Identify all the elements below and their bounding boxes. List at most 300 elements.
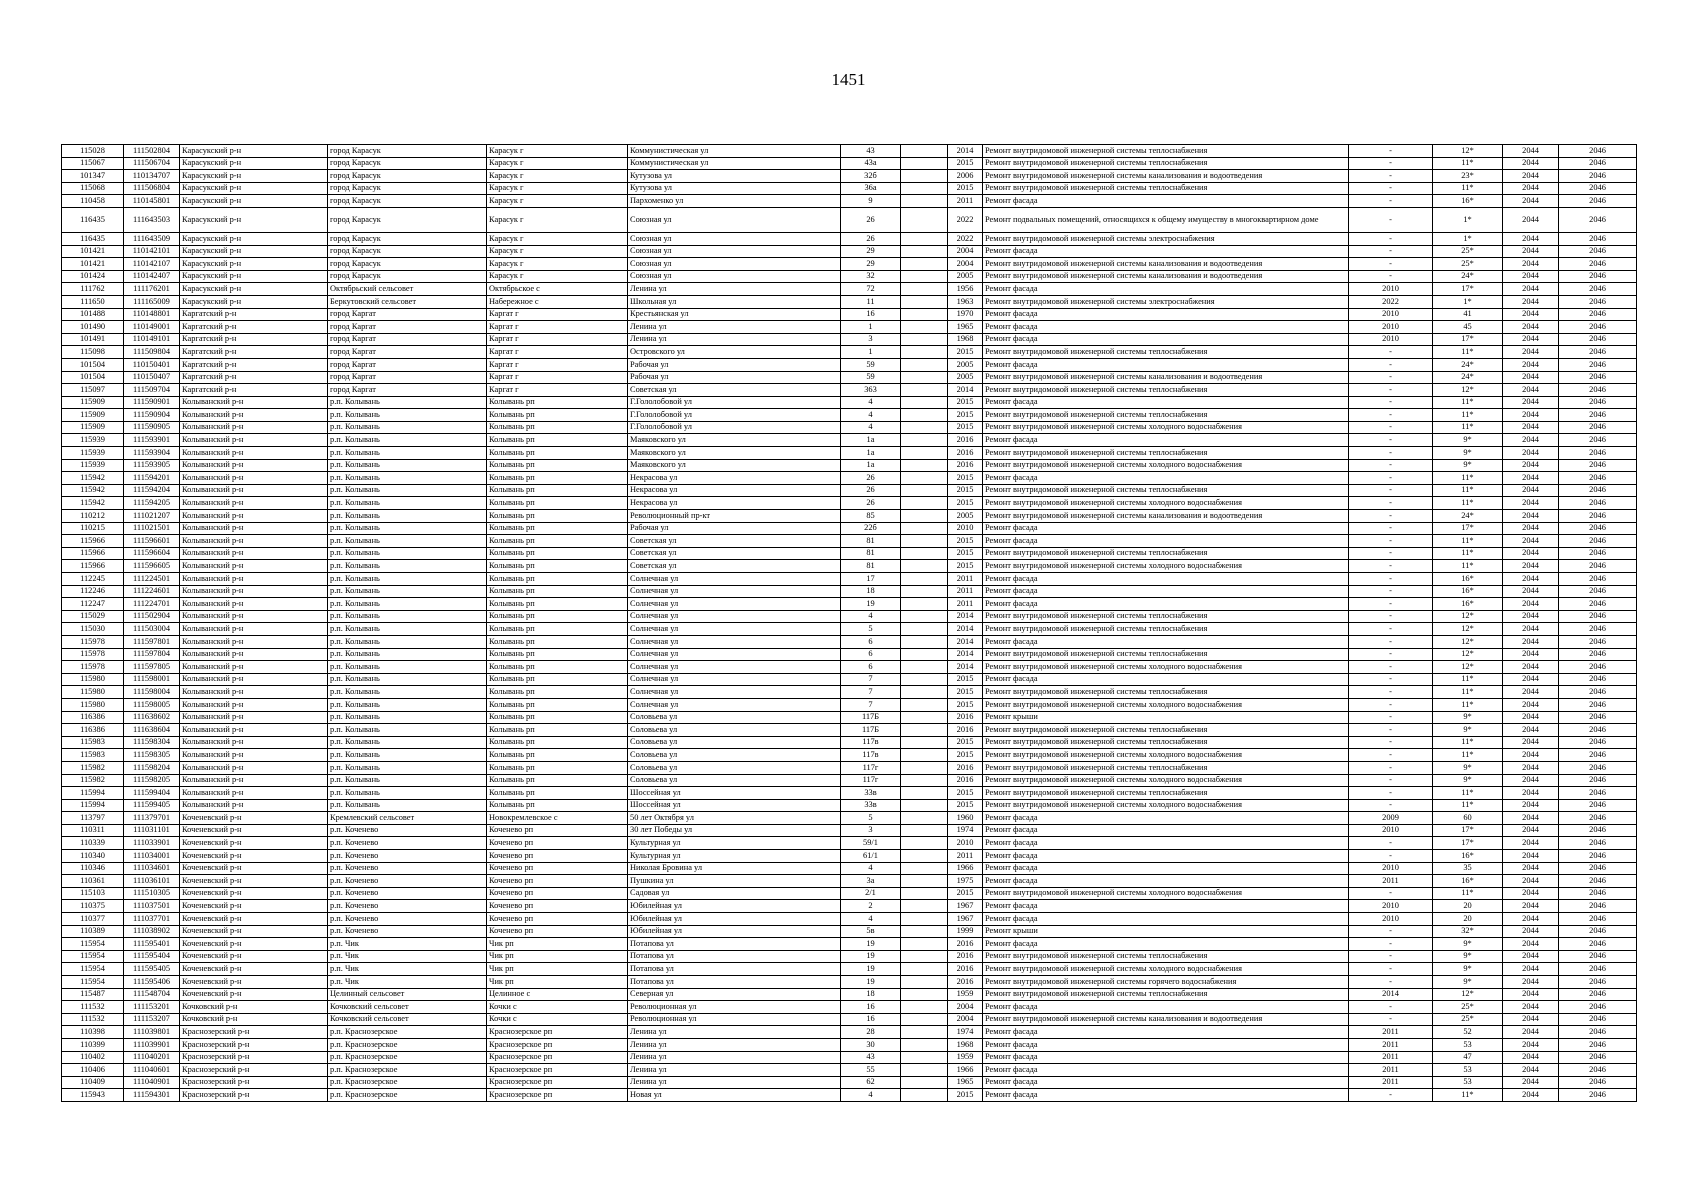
cell-plan-end-year: 2046 [1559,1013,1637,1026]
cell-work-type: Ремонт внутридомовой инженерной системы электроснабжения [983,295,1349,308]
cell-street: Соловьева ул [628,711,841,724]
cell-house-number: 81 [841,535,901,548]
cell-blank [901,875,948,888]
cell-plan-end-year: 2046 [1559,812,1637,825]
cell-plan-start-year: 2044 [1503,522,1559,535]
cell-municipality: р.п. Колывань [328,749,487,762]
table-row [62,459,1637,472]
cell-district: Карасукский р-н [180,207,328,232]
cell-house-code: 101491 [62,333,124,346]
cell-plan-end-year: 2046 [1559,774,1637,787]
cell-work-type: Ремонт внутридомовой инженерной системы холодного водоснабжения [983,661,1349,674]
cell-last-repair-year: - [1349,459,1433,472]
cell-plan-start-year: 2044 [1503,497,1559,510]
cell-settlement: Краснозерское рп [487,1026,628,1039]
cell-plan-end-year: 2046 [1559,661,1637,674]
cell-element-code: 111594201 [124,472,180,485]
cell-municipality: р.п. Колывань [328,459,487,472]
table-row [62,321,1637,334]
cell-plan-start-year: 2044 [1503,459,1559,472]
cell-work-type: Ремонт внутридомовой инженерной системы теплоснабжения [983,648,1349,661]
cell-element-code: 111040601 [124,1064,180,1077]
cell-settlement: Коченево рп [487,824,628,837]
cell-house-number: 19 [841,976,901,989]
cell-plan-start-year: 2044 [1503,698,1559,711]
cell-plan-end-year: 2046 [1559,170,1637,183]
cell-house-code: 101347 [62,170,124,183]
cell-plan-start-year: 2044 [1503,573,1559,586]
cell-year-built: 2016 [948,963,983,976]
cell-house-code: 110458 [62,195,124,208]
cell-last-repair-year: - [1349,157,1433,170]
cell-year-built: 2016 [948,938,983,951]
cell-house-number: 26 [841,497,901,510]
cell-district: Коченевский р-н [180,963,328,976]
cell-house-number: 4 [841,396,901,409]
cell-last-repair-year: - [1349,635,1433,648]
cell-house-number: 29 [841,258,901,271]
cell-blank [901,673,948,686]
cell-year-built: 2015 [948,887,983,900]
cell-work-type: Ремонт фасада [983,850,1349,863]
cell-house-number: 62 [841,1076,901,1089]
table-row [62,661,1637,674]
cell-house-code: 115980 [62,673,124,686]
cell-plan-start-year: 2044 [1503,1038,1559,1051]
cell-blank [901,761,948,774]
cell-work-type: Ремонт фасада [983,1001,1349,1014]
cell-settlement: Колывань рп [487,396,628,409]
cell-plan-end-year: 2046 [1559,245,1637,258]
cell-year-built: 2010 [948,522,983,535]
cell-settlement: Колывань рп [487,510,628,523]
cell-house-number: 59/1 [841,837,901,850]
cell-wear-years: 9* [1433,938,1503,951]
cell-municipality: город Карасук [328,245,487,258]
cell-house-code: 115954 [62,976,124,989]
cell-house-code: 115942 [62,472,124,485]
cell-element-code: 111153201 [124,1001,180,1014]
cell-street: Юбилейная ул [628,900,841,913]
cell-house-code: 110409 [62,1076,124,1089]
cell-district: Краснозерский р-н [180,1051,328,1064]
cell-wear-years: 47 [1433,1051,1503,1064]
cell-street: Советская ул [628,535,841,548]
cell-wear-years: 11* [1433,787,1503,800]
cell-street: Солнечная ул [628,686,841,699]
cell-year-built: 2011 [948,598,983,611]
cell-element-code: 111165009 [124,295,180,308]
cell-municipality: р.п. Коченево [328,887,487,900]
cell-element-code: 111594205 [124,497,180,510]
cell-house-code: 115103 [62,887,124,900]
cell-street: Некрасова ул [628,472,841,485]
table-row [62,358,1637,371]
cell-plan-end-year: 2046 [1559,623,1637,636]
cell-settlement: Колывань рп [487,673,628,686]
table-row [62,560,1637,573]
cell-element-code: 111638602 [124,711,180,724]
cell-plan-start-year: 2044 [1503,1026,1559,1039]
cell-work-type: Ремонт внутридомовой инженерной системы теплоснабжения [983,447,1349,460]
cell-house-code: 115939 [62,434,124,447]
cell-house-number: 28 [841,1026,901,1039]
cell-last-repair-year: - [1349,761,1433,774]
cell-district: Колыванский р-н [180,787,328,800]
cell-plan-start-year: 2044 [1503,623,1559,636]
cell-last-repair-year: 2009 [1349,812,1433,825]
cell-settlement: Колывань рп [487,635,628,648]
cell-plan-end-year: 2046 [1559,346,1637,359]
cell-house-number: 5 [841,812,901,825]
table-row [62,421,1637,434]
table-row [62,938,1637,951]
cell-last-repair-year: - [1349,837,1433,850]
cell-element-code: 111598204 [124,761,180,774]
cell-last-repair-year: - [1349,799,1433,812]
cell-house-code: 115068 [62,182,124,195]
cell-wear-years: 11* [1433,749,1503,762]
cell-house-number: 6 [841,648,901,661]
cell-blank [901,1076,948,1089]
cell-plan-end-year: 2046 [1559,560,1637,573]
cell-last-repair-year: 2022 [1349,295,1433,308]
cell-work-type: Ремонт фасада [983,824,1349,837]
cell-house-number: 3 [841,333,901,346]
cell-last-repair-year: - [1349,245,1433,258]
cell-wear-years: 12* [1433,623,1503,636]
table-row [62,925,1637,938]
cell-plan-start-year: 2044 [1503,232,1559,245]
cell-work-type: Ремонт крыши [983,711,1349,724]
cell-year-built: 2016 [948,434,983,447]
cell-plan-start-year: 2044 [1503,421,1559,434]
cell-element-code: 111224601 [124,585,180,598]
cell-plan-end-year: 2046 [1559,648,1637,661]
cell-plan-end-year: 2046 [1559,270,1637,283]
cell-work-type: Ремонт внутридомовой инженерной системы теплоснабжения [983,787,1349,800]
cell-element-code: 111593905 [124,459,180,472]
cell-settlement: Краснозерское рп [487,1089,628,1102]
cell-wear-years: 1* [1433,295,1503,308]
cell-plan-start-year: 2044 [1503,761,1559,774]
cell-street: Крестьянская ул [628,308,841,321]
table-row [62,698,1637,711]
cell-element-code: 110149101 [124,333,180,346]
cell-blank [901,396,948,409]
cell-year-built: 2010 [948,837,983,850]
cell-settlement: Кочки с [487,1001,628,1014]
cell-plan-end-year: 2046 [1559,938,1637,951]
cell-street: Союзная ул [628,207,841,232]
cell-plan-end-year: 2046 [1559,384,1637,397]
cell-year-built: 2014 [948,145,983,158]
cell-district: Колыванский р-н [180,686,328,699]
cell-work-type: Ремонт фасада [983,1089,1349,1102]
cell-plan-end-year: 2046 [1559,976,1637,989]
cell-house-code: 115980 [62,686,124,699]
cell-work-type: Ремонт внутридомовой инженерной системы теплоснабжения [983,384,1349,397]
cell-year-built: 1968 [948,1038,983,1051]
cell-work-type: Ремонт крыши [983,925,1349,938]
cell-blank [901,850,948,863]
cell-municipality: р.п. Колывань [328,774,487,787]
cell-plan-end-year: 2046 [1559,711,1637,724]
cell-municipality: р.п. Колывань [328,761,487,774]
cell-work-type: Ремонт фасада [983,673,1349,686]
cell-municipality: р.п. Колывань [328,421,487,434]
cell-wear-years: 16* [1433,195,1503,208]
cell-municipality: р.п. Чик [328,950,487,963]
cell-plan-start-year: 2044 [1503,245,1559,258]
cell-plan-end-year: 2046 [1559,472,1637,485]
cell-settlement: Чик рп [487,976,628,989]
cell-blank [901,308,948,321]
cell-district: Краснозерский р-н [180,1076,328,1089]
cell-house-number: 19 [841,938,901,951]
cell-settlement: Колывань рп [487,459,628,472]
cell-work-type: Ремонт фасада [983,1051,1349,1064]
cell-plan-start-year: 2044 [1503,1089,1559,1102]
cell-settlement: Коченево рп [487,850,628,863]
cell-blank [901,510,948,523]
cell-last-repair-year: - [1349,938,1433,951]
cell-district: Колыванский р-н [180,648,328,661]
table-row [62,1076,1637,1089]
cell-blank [901,585,948,598]
cell-district: Колыванский р-н [180,409,328,422]
cell-element-code: 111039801 [124,1026,180,1039]
cell-street: Рабочая ул [628,358,841,371]
cell-municipality: р.п. Коченево [328,875,487,888]
cell-district: Коченевский р-н [180,824,328,837]
cell-element-code: 110142107 [124,258,180,271]
cell-house-number: 117в [841,736,901,749]
cell-house-code: 101424 [62,270,124,283]
cell-municipality: город Каргат [328,358,487,371]
cell-street: Г.Гололобовой ул [628,409,841,422]
table-row [62,749,1637,762]
cell-plan-end-year: 2046 [1559,232,1637,245]
cell-blank [901,812,948,825]
cell-element-code: 111040901 [124,1076,180,1089]
cell-blank [901,938,948,951]
cell-house-number: 2 [841,900,901,913]
cell-year-built: 1966 [948,862,983,875]
cell-street: Маяковского ул [628,459,841,472]
cell-street: Шоссейная ул [628,787,841,800]
cell-street: Ленина ул [628,321,841,334]
cell-plan-end-year: 2046 [1559,510,1637,523]
table-row [62,346,1637,359]
cell-year-built: 2015 [948,787,983,800]
cell-plan-start-year: 2044 [1503,283,1559,296]
cell-year-built: 1966 [948,1064,983,1077]
cell-house-code: 110389 [62,925,124,938]
cell-wear-years: 32* [1433,925,1503,938]
cell-element-code: 111224701 [124,598,180,611]
cell-blank [901,862,948,875]
cell-plan-end-year: 2046 [1559,459,1637,472]
cell-municipality: р.п. Краснозерское [328,1038,487,1051]
cell-plan-end-year: 2046 [1559,522,1637,535]
table-row [62,673,1637,686]
cell-year-built: 2004 [948,258,983,271]
cell-wear-years: 11* [1433,560,1503,573]
cell-settlement: Колывань рп [487,497,628,510]
cell-district: Каргатский р-н [180,384,328,397]
cell-house-code: 116386 [62,724,124,737]
cell-house-code: 115978 [62,635,124,648]
cell-plan-end-year: 2046 [1559,371,1637,384]
cell-year-built: 2015 [948,409,983,422]
cell-last-repair-year: - [1349,736,1433,749]
table-row [62,686,1637,699]
cell-last-repair-year: - [1349,698,1433,711]
cell-wear-years: 25* [1433,258,1503,271]
cell-element-code: 111595404 [124,950,180,963]
cell-plan-start-year: 2044 [1503,258,1559,271]
cell-blank [901,799,948,812]
cell-municipality: город Каргат [328,321,487,334]
table-row [62,547,1637,560]
cell-plan-end-year: 2046 [1559,749,1637,762]
cell-wear-years: 9* [1433,447,1503,460]
cell-street: Кутузова ул [628,182,841,195]
cell-element-code: 111509804 [124,346,180,359]
cell-district: Коченевский р-н [180,988,328,1001]
cell-district: Колыванский р-н [180,761,328,774]
cell-district: Карасукский р-н [180,295,328,308]
cell-house-code: 115954 [62,950,124,963]
cell-work-type: Ремонт фасада [983,837,1349,850]
cell-last-repair-year: - [1349,598,1433,611]
cell-wear-years: 11* [1433,736,1503,749]
cell-year-built: 1999 [948,925,983,938]
cell-house-code: 113797 [62,812,124,825]
table-row [62,799,1637,812]
cell-house-number: 7 [841,673,901,686]
cell-street: Соловьева ул [628,736,841,749]
cell-plan-end-year: 2046 [1559,182,1637,195]
cell-district: Краснозерский р-н [180,1089,328,1102]
cell-municipality: Целинный сельсовет [328,988,487,1001]
table-row [62,195,1637,208]
cell-house-number: 117Б [841,711,901,724]
cell-year-built: 2005 [948,270,983,283]
table-row [62,610,1637,623]
table-row [62,371,1637,384]
cell-element-code: 111037501 [124,900,180,913]
cell-municipality: р.п. Колывань [328,522,487,535]
cell-district: Карасукский р-н [180,270,328,283]
cell-street: Союзная ул [628,232,841,245]
cell-plan-start-year: 2044 [1503,396,1559,409]
cell-blank [901,900,948,913]
cell-street: Пархоменко ул [628,195,841,208]
cell-street: Рабочая ул [628,522,841,535]
cell-wear-years: 25* [1433,1001,1503,1014]
cell-municipality: р.п. Колывань [328,661,487,674]
cell-element-code: 111031101 [124,824,180,837]
cell-district: Колыванский р-н [180,610,328,623]
cell-district: Колыванский р-н [180,635,328,648]
cell-settlement: Колывань рп [487,547,628,560]
cell-year-built: 1960 [948,812,983,825]
cell-district: Колыванский р-н [180,711,328,724]
cell-wear-years: 53 [1433,1076,1503,1089]
cell-wear-years: 20 [1433,913,1503,926]
cell-work-type: Ремонт внутридомовой инженерной системы холодного водоснабжения [983,560,1349,573]
cell-district: Карасукский р-н [180,245,328,258]
cell-settlement: Каргат г [487,308,628,321]
cell-last-repair-year: - [1349,610,1433,623]
cell-plan-end-year: 2046 [1559,913,1637,926]
cell-municipality: р.п. Коченево [328,925,487,938]
cell-year-built: 2016 [948,459,983,472]
cell-house-number: 7 [841,686,901,699]
cell-settlement: Коченево рп [487,862,628,875]
cell-element-code: 111224501 [124,573,180,586]
cell-work-type: Ремонт фасада [983,195,1349,208]
cell-year-built: 2014 [948,610,983,623]
cell-year-built: 1959 [948,1051,983,1064]
cell-wear-years: 9* [1433,724,1503,737]
cell-municipality: город Карасук [328,270,487,283]
cell-house-code: 115982 [62,761,124,774]
cell-street: 50 лет Октября ул [628,812,841,825]
cell-settlement: Каргат г [487,384,628,397]
cell-plan-end-year: 2046 [1559,1038,1637,1051]
cell-last-repair-year: 2011 [1349,1026,1433,1039]
cell-district: Колыванский р-н [180,598,328,611]
cell-element-code: 111643509 [124,232,180,245]
cell-municipality: р.п. Колывань [328,698,487,711]
cell-district: Каргатский р-н [180,308,328,321]
cell-house-number: 16 [841,1013,901,1026]
cell-element-code: 111597804 [124,648,180,661]
cell-last-repair-year: 2010 [1349,900,1433,913]
cell-settlement: Колывань рп [487,434,628,447]
cell-house-code: 115067 [62,157,124,170]
cell-house-number: 1а [841,459,901,472]
cell-district: Колыванский р-н [180,774,328,787]
cell-plan-start-year: 2044 [1503,774,1559,787]
cell-work-type: Ремонт фасада [983,535,1349,548]
cell-house-code: 116386 [62,711,124,724]
cell-wear-years: 11* [1433,157,1503,170]
cell-work-type: Ремонт внутридомовой инженерной системы канализования и водоотведения [983,371,1349,384]
cell-district: Коченевский р-н [180,976,328,989]
cell-district: Коченевский р-н [180,950,328,963]
cell-year-built: 2014 [948,635,983,648]
cell-work-type: Ремонт внутридомовой инженерной системы теплоснабжения [983,182,1349,195]
table-row [62,295,1637,308]
cell-work-type: Ремонт внутридомовой инженерной системы теплоснабжения [983,145,1349,158]
cell-house-code: 115954 [62,963,124,976]
cell-element-code: 110142407 [124,270,180,283]
cell-work-type: Ремонт фасада [983,333,1349,346]
cell-plan-start-year: 2044 [1503,358,1559,371]
cell-plan-start-year: 2044 [1503,887,1559,900]
cell-element-code: 111598304 [124,736,180,749]
cell-house-number: 30 [841,1038,901,1051]
cell-element-code: 110134707 [124,170,180,183]
cell-district: Каргатский р-н [180,346,328,359]
cell-plan-end-year: 2046 [1559,673,1637,686]
table-row [62,736,1637,749]
cell-house-code: 101488 [62,308,124,321]
